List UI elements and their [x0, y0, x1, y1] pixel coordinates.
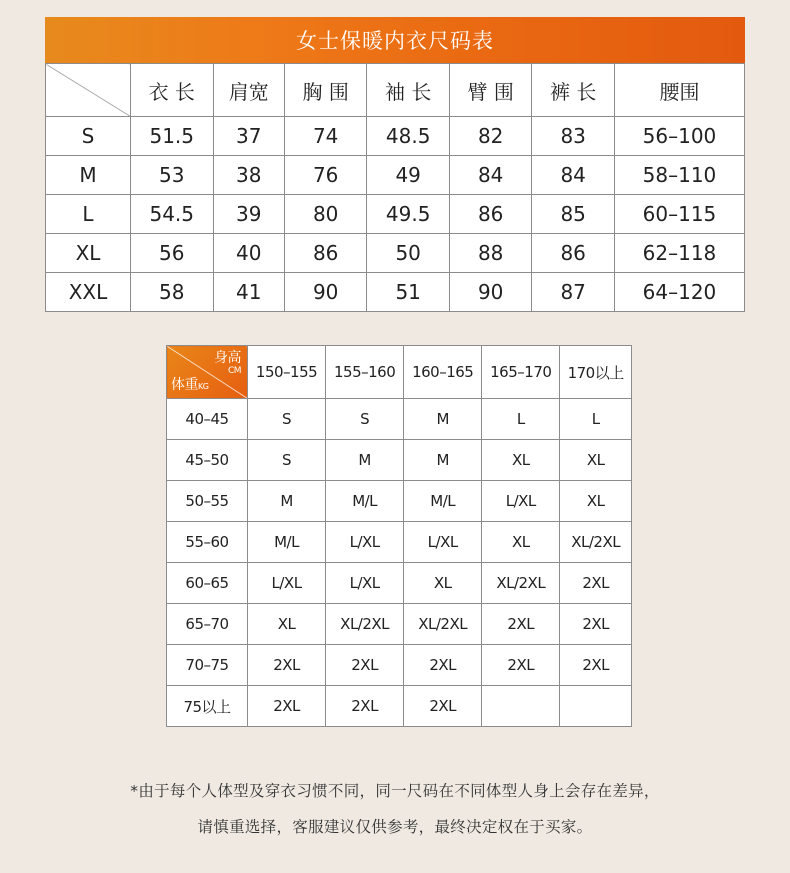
- table-row: [46, 156, 745, 195]
- table-cell: 51.5: [131, 117, 214, 156]
- weight-range-label: 45–50: [167, 440, 248, 481]
- table-cell: 88: [449, 234, 532, 273]
- size-label: S: [46, 117, 131, 156]
- table-cell: 86: [532, 234, 615, 273]
- table-cell: M: [404, 399, 482, 440]
- disclaimer-line-2: 请慎重选择，客服建议仅供参考，最终决定权在于买家。: [197, 818, 593, 836]
- size-chart-corner-cell: [46, 64, 131, 117]
- table-cell: 2XL: [560, 563, 632, 604]
- table-cell: L: [560, 399, 632, 440]
- weight-range-label: 40–45: [167, 399, 248, 440]
- table-cell: 86: [449, 195, 532, 234]
- table-cell: 37: [213, 117, 284, 156]
- height-range-header: 165–170: [482, 346, 560, 399]
- size-label: XL: [46, 234, 131, 273]
- table-cell: L/XL: [326, 563, 404, 604]
- weight-range-label: 60–65: [167, 563, 248, 604]
- height-range-header: 150–155: [248, 346, 326, 399]
- table-cell: XL/2XL: [482, 563, 560, 604]
- table-cell: 48.5: [367, 117, 450, 156]
- table-cell: 2XL: [326, 686, 404, 727]
- table-cell: 54.5: [131, 195, 214, 234]
- height-range-header: 170以上: [560, 346, 632, 399]
- table-cell: XL: [482, 522, 560, 563]
- table-cell: L/XL: [404, 522, 482, 563]
- table-cell: 85: [532, 195, 615, 234]
- table-cell: 2XL: [404, 645, 482, 686]
- table-cell: L/XL: [482, 481, 560, 522]
- table-cell: 39: [213, 195, 284, 234]
- column-header: 裤 长: [532, 64, 615, 117]
- table-cell: 2XL: [248, 686, 326, 727]
- table-cell: M: [326, 440, 404, 481]
- table-cell: 64–120: [614, 273, 744, 312]
- table-row: [167, 645, 632, 686]
- table-row: [167, 604, 632, 645]
- table-cell: XL: [248, 604, 326, 645]
- column-header: 袖 长: [367, 64, 450, 117]
- table-cell: 56: [131, 234, 214, 273]
- table-row: [167, 563, 632, 604]
- size-label: XXL: [46, 273, 131, 312]
- table-cell: [560, 686, 632, 727]
- table-cell: 58–110: [614, 156, 744, 195]
- table-cell: S: [326, 399, 404, 440]
- table-cell: 82: [449, 117, 532, 156]
- page-title: 女士保暖内衣尺码表: [296, 29, 494, 53]
- table-cell: 2XL: [560, 645, 632, 686]
- table-cell: M/L: [326, 481, 404, 522]
- table-cell: XL: [482, 440, 560, 481]
- size-label: M: [46, 156, 131, 195]
- weight-range-label: 65–70: [167, 604, 248, 645]
- table-cell: 80: [284, 195, 367, 234]
- weight-range-label: 75以上: [167, 686, 248, 727]
- column-header: 肩宽: [213, 64, 284, 117]
- table-cell: M: [404, 440, 482, 481]
- table-cell: XL: [560, 481, 632, 522]
- height-unit-text: CM: [227, 366, 241, 376]
- column-header: 腰围: [614, 64, 744, 117]
- table-cell: 84: [532, 156, 615, 195]
- height-range-header: 155–160: [326, 346, 404, 399]
- column-header: 臂 围: [449, 64, 532, 117]
- table-cell: XL: [404, 563, 482, 604]
- table-row: [167, 686, 632, 727]
- weight-unit-text: KG: [198, 382, 209, 391]
- table-cell: XL/2XL: [560, 522, 632, 563]
- height-range-header: 160–165: [404, 346, 482, 399]
- table-cell: 53: [131, 156, 214, 195]
- table-cell: 2XL: [482, 645, 560, 686]
- table-cell: XL/2XL: [326, 604, 404, 645]
- fit-recommendation-table: [166, 345, 632, 727]
- table-cell: M/L: [248, 522, 326, 563]
- table-cell: 84: [449, 156, 532, 195]
- size-chart-table: [45, 63, 745, 312]
- size-label: L: [46, 195, 131, 234]
- table-cell: L/XL: [248, 563, 326, 604]
- table-cell: 90: [449, 273, 532, 312]
- title-banner: [45, 17, 745, 63]
- table-cell: 40: [213, 234, 284, 273]
- table-cell: 83: [532, 117, 615, 156]
- column-header: 衣 长: [131, 64, 214, 117]
- table-cell: M: [248, 481, 326, 522]
- table-cell: L: [482, 399, 560, 440]
- table-cell: 2XL: [404, 686, 482, 727]
- table-cell: 51: [367, 273, 450, 312]
- table-cell: 50: [367, 234, 450, 273]
- weight-range-label: 55–60: [167, 522, 248, 563]
- table-cell: 87: [532, 273, 615, 312]
- height-axis-label: [214, 350, 241, 376]
- table-cell: 2XL: [482, 604, 560, 645]
- disclaimer-line-1: *由于每个人体型及穿衣习惯不同，同一尺码在不同体型人身上会存在差异，: [130, 782, 660, 800]
- height-label-text: 身高: [214, 350, 241, 366]
- table-cell: 86: [284, 234, 367, 273]
- table-cell: L/XL: [326, 522, 404, 563]
- table-cell: 62–118: [614, 234, 744, 273]
- table-row: [46, 234, 745, 273]
- fit-table-header-row: [167, 346, 632, 399]
- table-cell: 76: [284, 156, 367, 195]
- table-cell: 56–100: [614, 117, 744, 156]
- table-cell: 2XL: [326, 645, 404, 686]
- table-cell: XL: [560, 440, 632, 481]
- table-cell: 38: [213, 156, 284, 195]
- table-cell: 41: [213, 273, 284, 312]
- table-cell: 58: [131, 273, 214, 312]
- column-header: 胸 围: [284, 64, 367, 117]
- table-cell: 90: [284, 273, 367, 312]
- table-row: [167, 440, 632, 481]
- table-cell: 49.5: [367, 195, 450, 234]
- table-cell: XL/2XL: [404, 604, 482, 645]
- weight-range-label: 50–55: [167, 481, 248, 522]
- table-row: [167, 399, 632, 440]
- table-row: [46, 117, 745, 156]
- table-cell: S: [248, 399, 326, 440]
- table-cell: 2XL: [560, 604, 632, 645]
- size-chart-header-row: [46, 64, 745, 117]
- table-row: [46, 273, 745, 312]
- table-cell: [482, 686, 560, 727]
- weight-range-label: 70–75: [167, 645, 248, 686]
- table-cell: 60–115: [614, 195, 744, 234]
- weight-label-text: 体重: [171, 377, 198, 393]
- table-cell: 2XL: [248, 645, 326, 686]
- table-row: [167, 481, 632, 522]
- weight-axis-label: [171, 374, 208, 394]
- table-cell: M/L: [404, 481, 482, 522]
- table-cell: 74: [284, 117, 367, 156]
- table-cell: 49: [367, 156, 450, 195]
- table-row: [46, 195, 745, 234]
- table-row: [167, 522, 632, 563]
- table-cell: S: [248, 440, 326, 481]
- fit-table-corner-cell: [167, 346, 248, 399]
